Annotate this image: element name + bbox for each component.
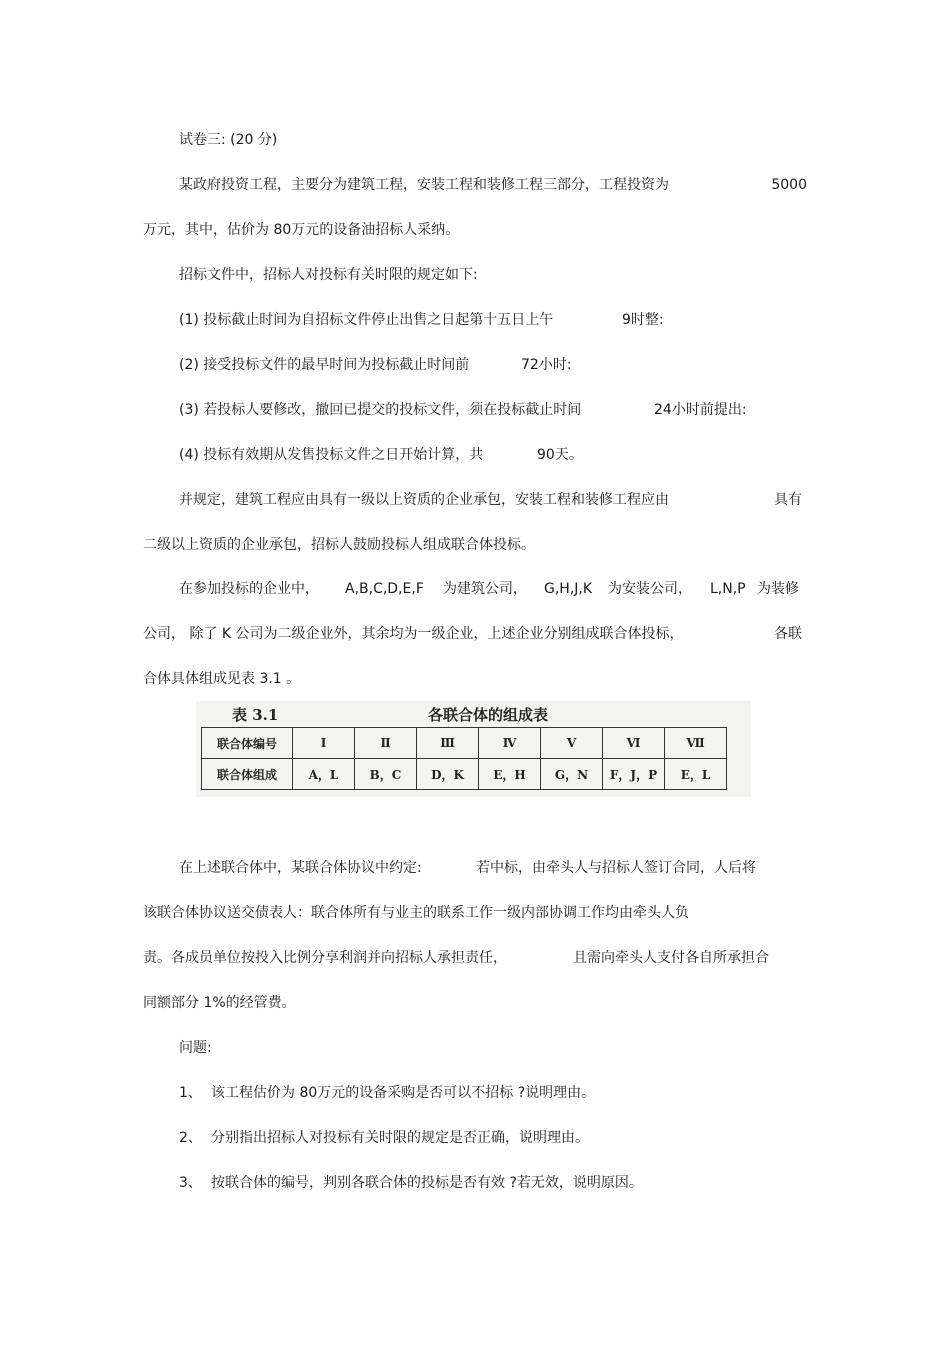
paragraph-agreement-line3b: 且需向牵头人支付各自所承担合 — [573, 950, 769, 966]
question-text: 按联合体的编号，判别各联合体的投标是否有效 ?若无效，说明原因。 — [211, 1175, 643, 1191]
paragraph-qualification-right: 具有 — [774, 492, 802, 508]
paragraph-project-line1: 某政府投资工程，主要分为建筑工程，安装工程和装修工程三部分，工程投资为 — [179, 177, 669, 193]
paragraph-qualification-line2: 二级以上资质的企业承包，招标人鼓励投标人组成联合体投标。 — [143, 537, 535, 553]
paragraph-agreement-line1: 在上述联合体中，某联合体协议中约定: — [179, 860, 422, 876]
table-cell: E，H — [479, 759, 541, 790]
table-row — [202, 759, 727, 790]
paragraph-bidders-text: 为安装公司， — [608, 581, 692, 597]
consortium-table-image — [196, 701, 751, 797]
table-caption-number: 表 3.1 — [232, 706, 279, 724]
paragraph-agreement-line2: 该联合体协议送交债表人：联合体所有与业主的联系工作一级内部协调工作均由牵头人负 — [143, 905, 689, 921]
table-cell: G，N — [541, 759, 603, 790]
consortium-table — [201, 727, 727, 790]
table-cell: A，L — [293, 759, 355, 790]
paragraph-agreement-line3: 责。各成员单位按投入比例分享利润并向招标人承担责任， — [143, 950, 507, 966]
rule-item: (1) 投标截止时间为自招标文件停止出售之日起第十五日上午 — [179, 312, 554, 328]
table-cell: Ⅳ — [479, 728, 541, 759]
exam-title: 试卷三: (20 分) — [179, 132, 278, 148]
rule-value: 9时整: — [622, 312, 664, 328]
table-cell: Ⅵ — [603, 728, 665, 759]
table-cell: F，J，P — [603, 759, 665, 790]
table-cell: E，L — [665, 759, 727, 790]
table-cell: B，C — [355, 759, 417, 790]
paragraph-agreement-line1b: 若中标，由牵头人与招标人签订合同，人后将 — [476, 860, 756, 876]
rule-item: (3) 若投标人要修改，撤回已提交的投标文件，须在投标截止时间 — [179, 402, 582, 418]
row-header: 联合体组成 — [202, 759, 293, 790]
question-text: 该工程估价为 80万元的设备采购是否可以不招标 ?说明理由。 — [211, 1085, 596, 1101]
paragraph-time-limits-intro: 招标文件中，招标人对投标有关时限的规定如下: — [179, 267, 478, 283]
question-number: 2、 — [179, 1130, 202, 1146]
rule-value: 72小时: — [521, 357, 572, 373]
paragraph-bidders-line3: 合体具体组成见表 3.1 。 — [143, 671, 301, 687]
question-number: 1、 — [179, 1085, 202, 1101]
paragraph-project-line2: 万元，其中，估价为 80万元的设备油招标人采纳。 — [143, 222, 460, 238]
paragraph-project-amount: 5000 — [771, 177, 807, 193]
paragraph-bidders-text: 为建筑公司， — [443, 581, 527, 597]
question-text: 分别指出招标人对投标有关时限的规定是否正确，说明理由。 — [211, 1130, 589, 1146]
rule-value: 90天。 — [537, 447, 583, 463]
paragraph-bidders-line2: 公司， 除了 K 公司为二级企业外，其余均为一级企业，上述企业分别组成联合体投标， — [143, 626, 684, 642]
table-row — [202, 728, 727, 759]
table-cell: D，K — [417, 759, 479, 790]
table-cell: Ⅴ — [541, 728, 603, 759]
rule-value: 24小时前提出: — [654, 402, 747, 418]
table-cell: Ⅱ — [355, 728, 417, 759]
rule-item: (2) 接受投标文件的最早时间为投标截止时间前 — [179, 357, 470, 373]
table-cell: Ⅲ — [417, 728, 479, 759]
question-number: 3、 — [179, 1175, 202, 1191]
paragraph-bidders-letters: G,H,J,K — [544, 581, 593, 597]
table-cell: Ⅰ — [293, 728, 355, 759]
paragraph-bidders-right: 各联 — [774, 626, 802, 642]
paragraph-qualification-line1: 并规定，建筑工程应由具有一级以上资质的企业承包，安装工程和装修工程应由 — [179, 492, 669, 508]
paragraph-bidders-text: 在参加投标的企业中， — [179, 581, 319, 597]
table-cell: Ⅶ — [665, 728, 727, 759]
row-header: 联合体编号 — [202, 728, 293, 759]
paragraph-bidders-letters: A,B,C,D,E,F — [345, 581, 424, 597]
rule-item: (4) 投标有效期从发售投标文件之日开始计算，共 — [179, 447, 484, 463]
paragraph-bidders-letters: L,N,P — [710, 581, 746, 597]
questions-heading: 问题: — [179, 1040, 212, 1056]
paragraph-agreement-line4: 同额部分 1%的经管费。 — [143, 995, 296, 1011]
table-caption-title: 各联合体的组成表 — [428, 706, 549, 724]
paragraph-bidders-text: 为装修 — [757, 581, 799, 597]
